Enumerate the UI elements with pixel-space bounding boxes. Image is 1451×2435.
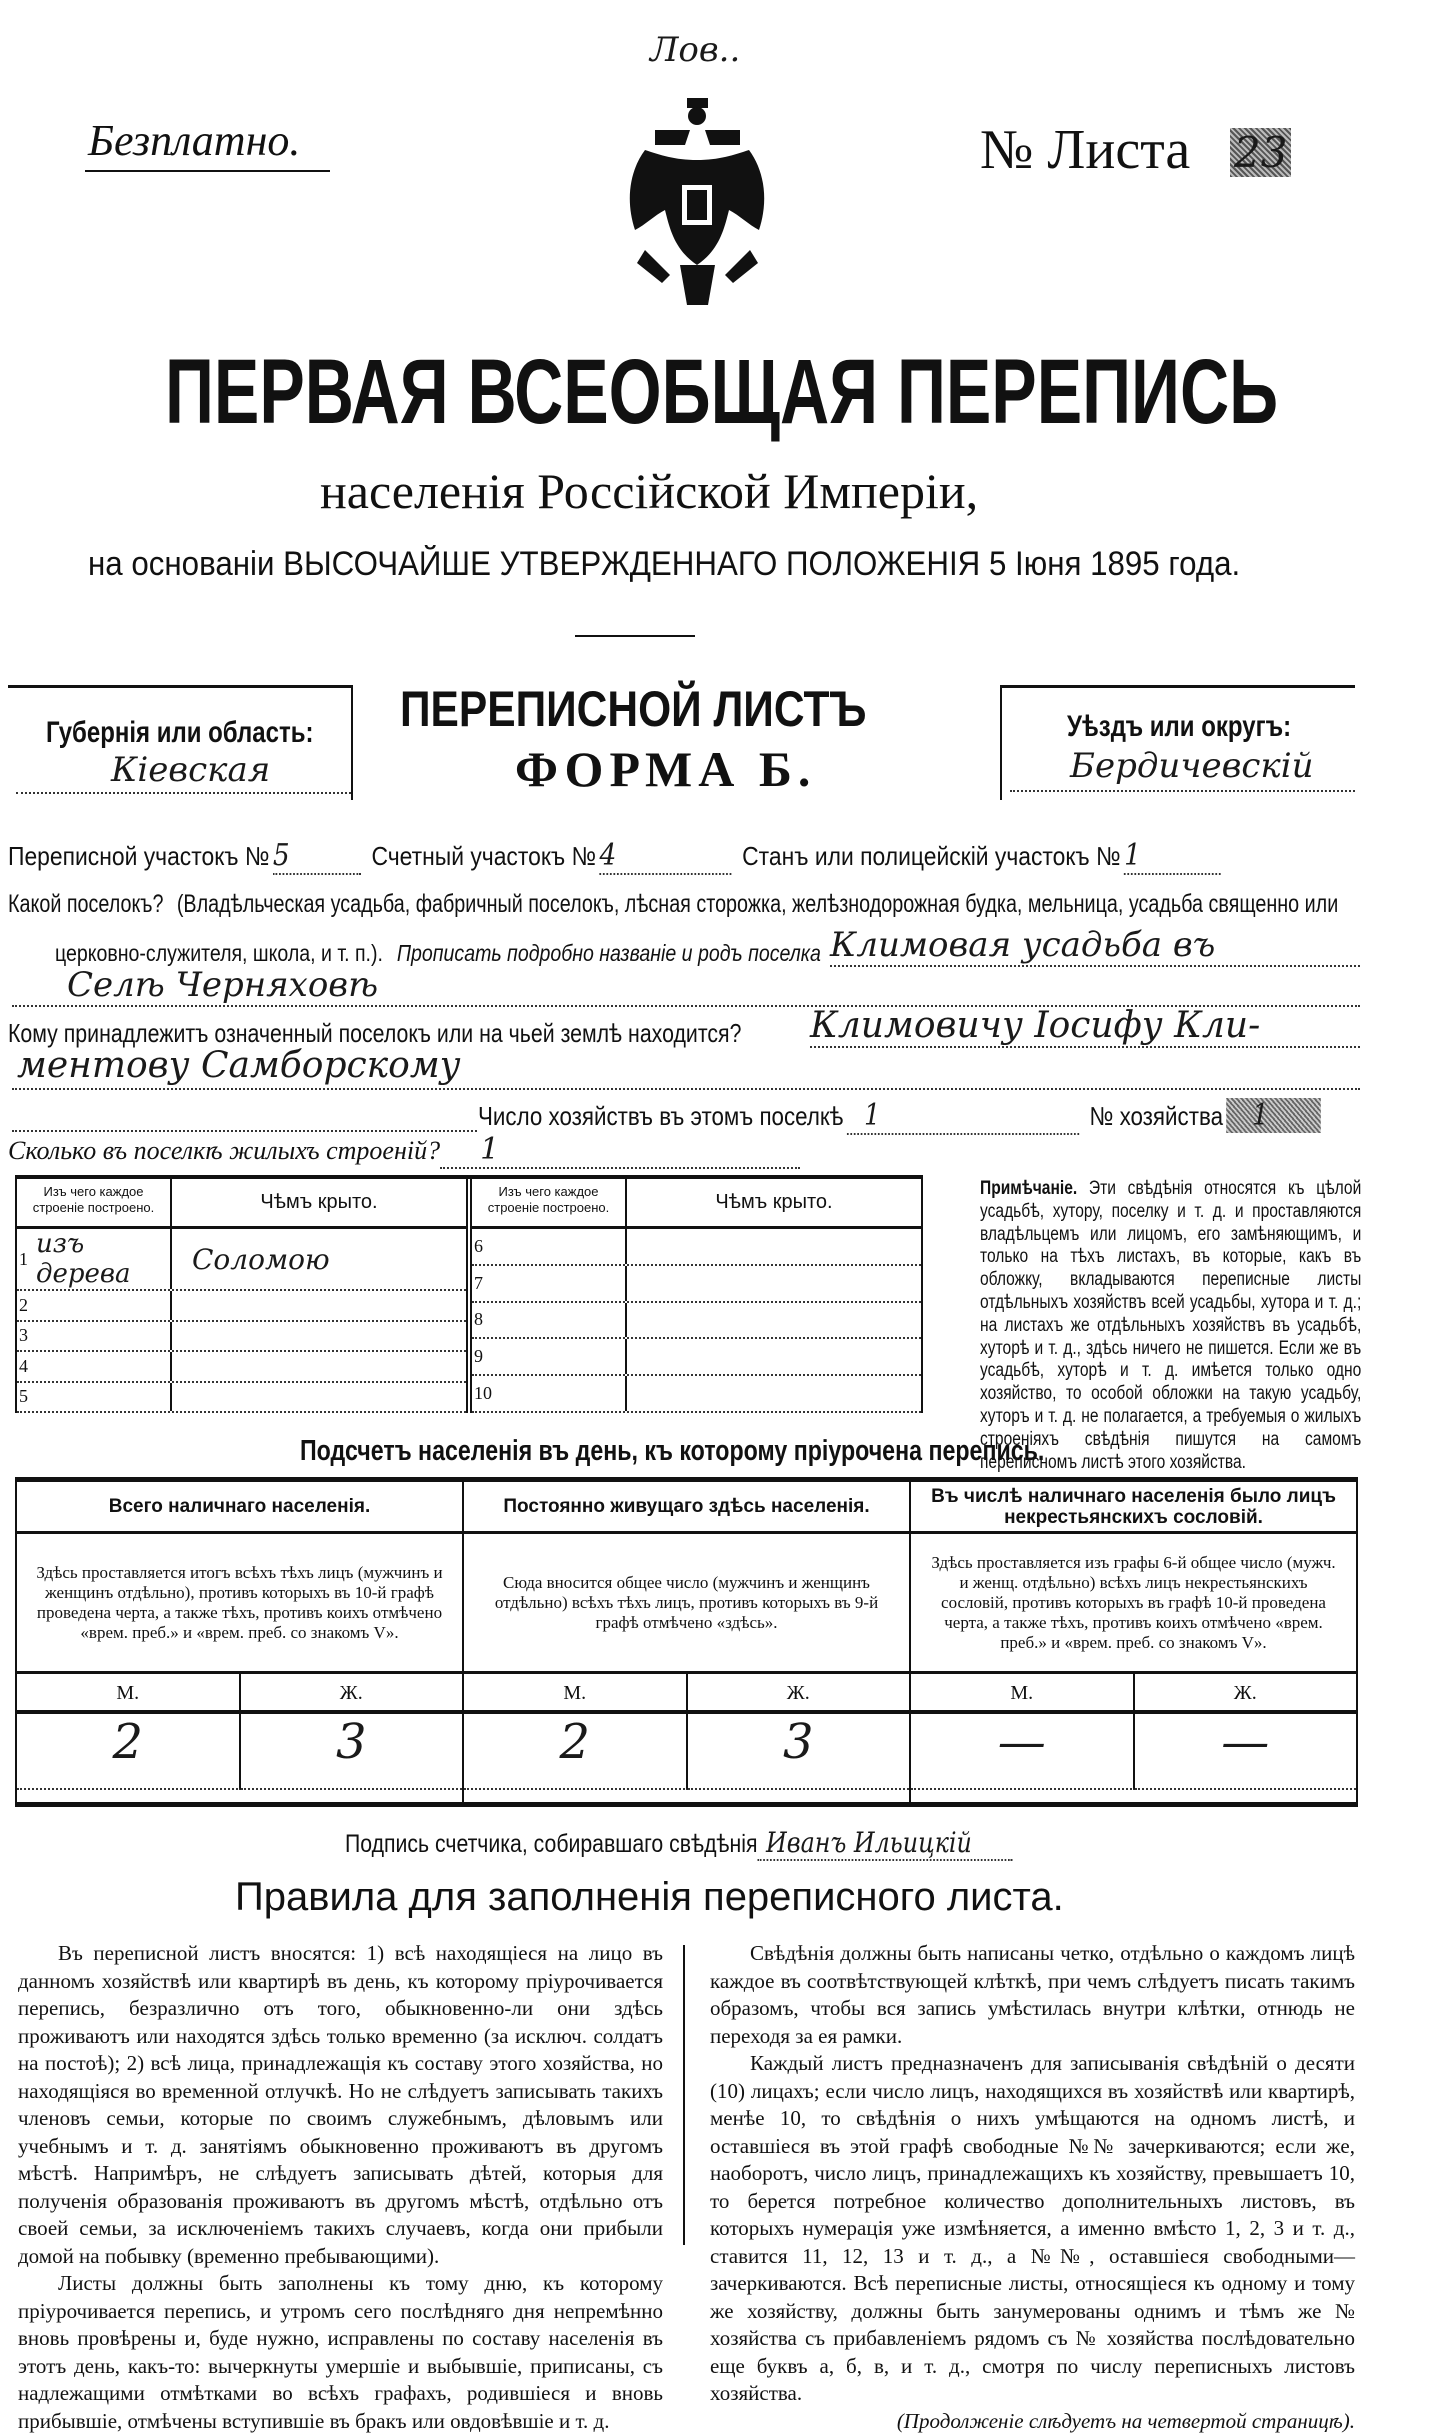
count-district-field[interactable]: 4 — [600, 838, 732, 875]
column-header-material: Изъ чего каждое строеніе построено. — [472, 1179, 627, 1226]
column-divider — [683, 1945, 685, 2245]
table-row — [472, 1229, 921, 1266]
rules-title: Правила для заполненія переписного листа. — [235, 1875, 1064, 1920]
group-header: Постоянно живущаго здѣсь населенія. — [464, 1482, 909, 1534]
row-number: 10 — [474, 1383, 492, 1404]
roof-cell[interactable] — [627, 1229, 921, 1264]
row-number: 6 — [474, 1236, 483, 1257]
row-number: 1 — [19, 1249, 28, 1270]
sheet-number-value: 23 — [1230, 128, 1291, 177]
male-header: М. — [464, 1674, 688, 1710]
table-row — [472, 1303, 921, 1340]
buildings-label: Сколько въ поселкѣ жилыхъ строеній? — [8, 1136, 440, 1166]
owner-label: Кому принадлежитъ означенный поселокъ или на чьей землѣ находится? — [8, 1018, 741, 1049]
settlement-field-2[interactable]: Селѣ Черняховѣ — [12, 965, 1360, 1007]
buildings-field[interactable]: 1 — [440, 1132, 800, 1169]
roof-cell[interactable] — [627, 1339, 921, 1374]
census-district-field[interactable]: 5 — [273, 838, 361, 875]
owner-field-1[interactable]: Климовичу Іосифу Кли- — [810, 1005, 1360, 1048]
roof-cell[interactable] — [172, 1383, 466, 1412]
female-count[interactable]: — — [1135, 1714, 1357, 1790]
roof-cell[interactable] — [627, 1266, 921, 1301]
rules-left-column — [18, 1940, 663, 2435]
police-field[interactable]: 1 — [1124, 838, 1221, 875]
households-label: Число хозяйствъ въ этомъ поселкѣ — [478, 1101, 843, 1132]
group-header: Въ числѣ наличнаго населенія было лицъ некрестьянскихъ сословій. — [911, 1482, 1356, 1534]
group-description: Здѣсь проставляется итогъ всѣхъ тѣхъ лицъ (мужчинъ и женщинъ отдѣльно), противъ которыхъ въ 10-й графѣ проведена черта, а также тѣхъ, противъ коихъ отмѣчено «врем. преб.» и «врем. преб. со знакомъ V». — [17, 1534, 462, 1674]
population-title: Подсчетъ населенія въ день, къ которому пріурочена перепись. — [300, 1435, 1044, 1468]
male-header: М. — [17, 1674, 241, 1710]
table-row — [17, 1291, 466, 1322]
buildings-table-half — [466, 1179, 923, 1413]
subtitle: населенія Россійской Имперіи, — [320, 462, 978, 520]
population-group — [462, 1482, 909, 1802]
continued-note: (Продолженіе слѣдуетъ на четвертой страницѣ). — [710, 2408, 1355, 2435]
buildings-table — [15, 1175, 923, 1413]
row-number: 2 — [19, 1295, 28, 1316]
free-label: Безплатно. — [88, 115, 300, 166]
roof-cell[interactable] — [172, 1291, 466, 1320]
settlement-field-1[interactable]: Климовая усадьба въ — [830, 925, 1360, 967]
population-group — [909, 1482, 1358, 1802]
settlement-hint-2 — [55, 940, 821, 967]
male-count[interactable]: — — [911, 1714, 1135, 1790]
male-count[interactable]: 2 — [464, 1714, 688, 1790]
row-number: 7 — [474, 1273, 483, 1294]
district-row — [8, 838, 1221, 875]
table-row — [472, 1266, 921, 1303]
row-number: 4 — [19, 1356, 28, 1377]
divider — [85, 170, 330, 172]
uezd-box — [1000, 685, 1355, 800]
household-no-label: № хозяйства — [1089, 1101, 1223, 1132]
double-headed-eagle-emblem — [625, 90, 770, 315]
male-count[interactable]: 2 — [17, 1714, 241, 1790]
population-group — [15, 1482, 462, 1802]
table-row — [17, 1229, 466, 1291]
female-header: Ж. — [241, 1674, 463, 1710]
uezd-label: Уѣздъ или округъ: — [1067, 710, 1291, 744]
column-header-roof: Чѣмъ крыто. — [172, 1179, 466, 1226]
basis-line: на основаніи ВЫСОЧАЙШЕ УТВЕРЖДЕННАГО ПОЛОЖЕНІЯ 5 Іюня 1895 года. — [88, 545, 1240, 584]
settlement-label: Какой поселокъ? — [8, 890, 163, 918]
note — [980, 1178, 1361, 1474]
group-header: Всего наличнаго населенія. — [17, 1482, 462, 1534]
table-row — [472, 1339, 921, 1376]
table-row — [17, 1352, 466, 1383]
sheet-number-label: № Листа — [980, 118, 1190, 182]
material-cell[interactable]: изъ дерева — [36, 1229, 170, 1289]
settlement-hint-text: церковно-служителя, школа, и т. п.). — [55, 940, 383, 966]
population-table — [15, 1477, 1358, 1807]
signature-row — [345, 1826, 1012, 1861]
guberniya-label: Губернія или область: — [46, 716, 313, 750]
settlement-row — [8, 890, 1338, 919]
roof-cell[interactable] — [627, 1303, 921, 1338]
male-header: М. — [911, 1674, 1135, 1710]
rules-right-column — [710, 1940, 1355, 2435]
household-no-field[interactable]: 1 — [1226, 1098, 1321, 1133]
divider — [575, 635, 695, 637]
rules-paragraph: Въ переписной листъ вносятся: 1) всѣ находящіеся на лицо въ данномъ хозяйствѣ или квартирѣ въ день, къ которому пріурочивается перепись, безразлично отъ того, обыкновенно-ли они здѣсь проживаютъ или находятся здѣсь только временно (за исключ. солдатъ на постоѣ); 2) всѣ лица, принадлежащія къ составу этого хозяйства, но находящіяся во временной отлучкѣ. Но не слѣдуетъ записывать такихъ членовъ семьи, которые по своимъ служебнымъ, дѣловымъ или учебнымъ и т. д. занятіямъ обыкновенно проживаютъ въ другомъ мѣстѣ. Напримѣръ, не слѣдуетъ записывать дѣтей, которыя для полученія образованія проживаютъ въ другомъ мѣстѣ, отдѣльно отъ своей семьи, за исключеніемъ такихъ случаевъ, когда они прибыли домой на побывку (временно пребывающими). — [18, 1940, 663, 2270]
female-header: Ж. — [688, 1674, 910, 1710]
note-text: Эти свѣдѣнія относятся къ цѣлой усадьбѣ, хутору, поселку и т. д. и проставляются владѣльцемъ или лицомъ, его замѣняющимъ, и только на тѣхъ листахъ, въ которые, какъ въ обложку, вкладываются переписные листы отдѣльныхъ хозяйствъ всей усадьбы, хутора и т. д.; на листахъ же отдѣльныхъ хозяйствъ въ усадьбѣ, хуторѣ и т. д., здѣсь ничего не пишется. Если же въ усадьбѣ, хуторѣ и т. д. имѣется только одно хозяйство, то особой обложки на такую усадьбу, хуторъ и т. д. не полагается, а требуемыя о жилыхъ строеніяхъ свѣдѣнія пишутся на самомъ переписномъ листѣ этого хозяйства. — [980, 1178, 1361, 1473]
form-type: ФОРМА Б. — [515, 740, 816, 798]
roof-cell[interactable] — [172, 1352, 466, 1381]
roof-cell[interactable] — [172, 1322, 466, 1351]
page-title: ПЕРВАЯ ВСЕОБЩАЯ ПЕРЕПИСЬ — [165, 340, 1278, 445]
rules-paragraph: Каждый листъ предназначенъ для записыванія свѣдѣній о десяти (10) лицахъ; если число лицъ, находящихся въ хозяйствѣ или квартирѣ, менѣе 10, то свѣдѣнія о нихъ умѣщаются на одномъ листѣ, и оставшіеся въ этой графѣ свободные №№ зачеркиваются; если же, наоборотъ, число лицъ, принадлежащихъ къ хозяйству, превышаетъ 10, то берется потребное количество дополнительныхъ листовъ, въ которыхъ нумерація уже измѣняется, а именно вмѣсто 1, 2, 3 и т. д., ставится 11, 12, 13 и т. д., а №№, оставшіеся свободными—зачеркиваются. Всѣ переписные листы, относящіеся къ одному и тому же хозяйству, должны быть занумерованы однимъ и тѣмъ же № хозяйства съ прибавленіемъ рядомъ съ № хозяйства послѣдовательно еще буквъ а, б, в, и т. д., смотря по числу переписныхъ листовъ хозяйства. — [710, 2050, 1355, 2408]
column-header-roof: Чѣмъ крыто. — [627, 1179, 921, 1226]
row-number: 3 — [19, 1325, 28, 1346]
group-description: Сюда вносится общее число (мужчинъ и женщинъ отдѣльно) всѣхъ тѣхъ лицъ, противъ которыхъ въ 9-й графѣ отмѣчено «здѣсь». — [464, 1534, 909, 1674]
table-row — [472, 1376, 921, 1413]
note-label: Примѣчаніе. — [980, 1178, 1077, 1199]
police-label: Станъ или полицейскій участокъ № — [742, 841, 1120, 872]
rules-paragraph: Листы должны быть заполнены къ тому дню, къ которому пріурочивается перепись, и утромъ сего послѣдняго дня непремѣнно вновь провѣрены и, буде нужно, исправлены по составу населенія въ этотъ день, какъ-то: вычеркнуты умершіе и выбывшіе, приписаны, съ надлежащими отмѣтками во всѣхъ графахъ, родившіеся и вновь прибывшіе, отмѣчены вступившіе въ бракъ или овдовѣвшіе и т. д. — [18, 2270, 663, 2435]
buildings-row — [8, 1132, 800, 1169]
guberniya-box — [8, 685, 353, 800]
owner-field-2[interactable]: ментову Самборскому — [12, 1045, 1360, 1090]
row-number: 8 — [474, 1309, 483, 1330]
roof-cell[interactable]: Соломою — [172, 1229, 466, 1289]
count-district-label: Счетный участокъ № — [371, 841, 596, 872]
row-number: 9 — [474, 1346, 483, 1367]
female-count[interactable]: 3 — [241, 1714, 463, 1790]
signature-label: Подпись счетчика, собиравшаго свѣдѣнія — [345, 1830, 757, 1859]
settlement-hint: (Владѣльческая усадьба, фабричный поселокъ, лѣсная сторожка, желѣзнодорожная будка, мельница, усадьба священно или — [177, 890, 1338, 918]
uezd-field[interactable]: Бердичевскій — [1010, 746, 1355, 792]
settlement-instruction: Прописать подробно названіе и родъ поселка — [397, 940, 821, 966]
households-field[interactable]: 1 — [847, 1098, 1079, 1135]
guberniya-field[interactable]: Кіевская — [16, 750, 351, 794]
buildings-table-half — [15, 1179, 466, 1413]
census-district-label: Переписной участокъ № — [8, 841, 269, 872]
rules-paragraph: Свѣдѣнія должны быть написаны четко, отдѣльно о каждомъ лицѣ каждое въ соотвѣтствующей клѣткѣ, при чемъ слѣдуетъ писать такимъ образомъ, чтобы вся запись умѣстилась внутри клѣтки, отнюдь не переходя за ея рамки. — [710, 1940, 1355, 2050]
table-row — [17, 1322, 466, 1353]
table-row — [17, 1383, 466, 1414]
column-header-material: Изъ чего каждое строеніе построено. — [17, 1179, 172, 1226]
group-description: Здѣсь проставляется изъ графы 6-й общее число (мужч. и женщ. отдѣльно) всѣхъ лицъ некрестьянскихъ сословій, противъ которыхъ въ графѣ 10-й проведена черта, а также тѣхъ, противъ коихъ отмѣчено «врем. преб.» и «врем. преб. со знакомъ V». — [911, 1534, 1356, 1674]
row-number: 5 — [19, 1386, 28, 1407]
signature-field[interactable]: Иванъ Ильицкій — [757, 1826, 1012, 1861]
roof-cell[interactable] — [627, 1376, 921, 1411]
households-row — [478, 1098, 1321, 1135]
top-handwritten-note: Лов.. — [650, 30, 740, 70]
female-header: Ж. — [1135, 1674, 1357, 1710]
form-title: ПЕРЕПИСНОЙ ЛИСТЪ — [400, 680, 866, 738]
female-count[interactable]: 3 — [688, 1714, 910, 1790]
